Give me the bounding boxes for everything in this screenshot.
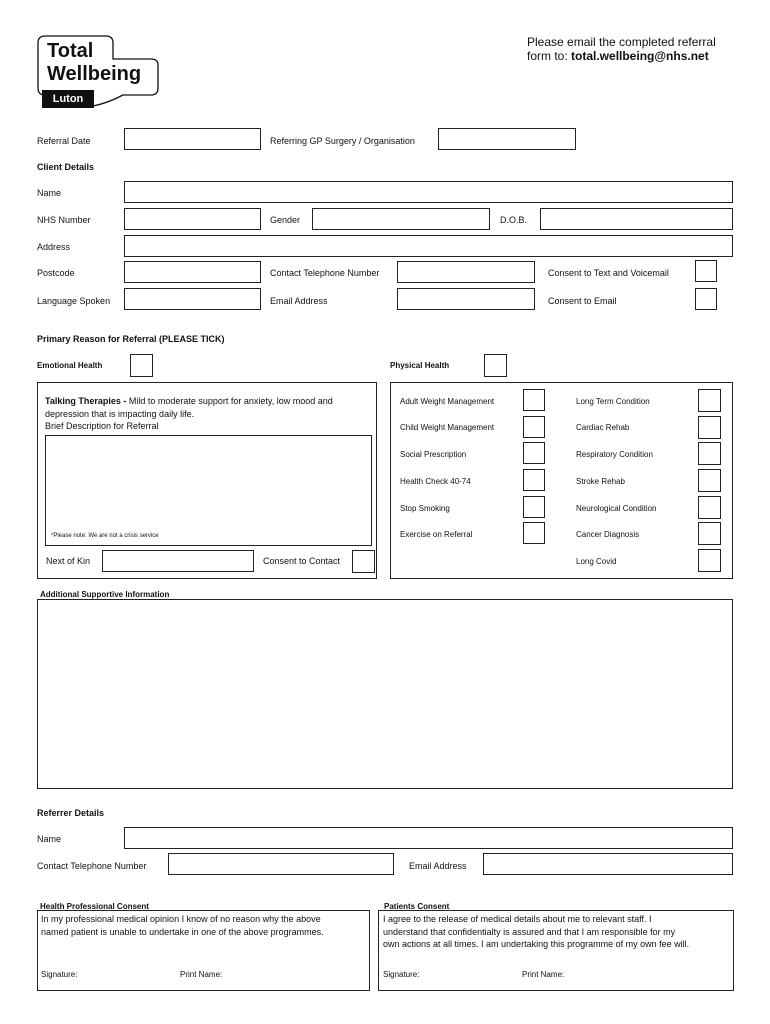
patient-print-name-label: Print Name:: [522, 970, 565, 979]
talking-therapies-desc-line1: Mild to moderate support for anxiety, low mood and: [126, 396, 333, 406]
respiratory-condition-checkbox[interactable]: [698, 442, 721, 465]
address-field[interactable]: [124, 235, 733, 257]
logo-tag-luton: Luton: [42, 90, 94, 108]
hp-signature-label: Signature:: [41, 970, 78, 979]
patient-consent-line1: I agree to the release of medical details about me to relevant staff. I: [383, 914, 652, 924]
child-weight-management-label: Child Weight Management: [400, 423, 495, 432]
hp-print-name-label: Print Name:: [180, 970, 223, 979]
hp-consent-line2: named patient is unable to undertake in one of the above programmes.: [41, 926, 324, 937]
respiratory-condition-label: Respiratory Condition: [576, 450, 653, 459]
email-instruction: [527, 35, 716, 63]
language-field[interactable]: [124, 288, 261, 310]
referral-date-label: Referral Date: [37, 136, 91, 146]
talking-therapies-desc-line2: depression that is impacting daily life.: [45, 408, 195, 419]
logo-text-total: Total: [47, 40, 94, 62]
emotional-health-label: Emotional Health: [37, 361, 103, 370]
adult-weight-management-checkbox[interactable]: [523, 389, 545, 411]
child-weight-management-checkbox[interactable]: [523, 416, 545, 438]
neurological-condition-label: Neurological Condition: [576, 504, 657, 513]
email-instruction-prefix: form to:: [527, 49, 572, 63]
stroke-rehab-checkbox[interactable]: [698, 469, 721, 492]
patient-consent-line3: own actions at all times. I am undertaking this programme of my own fee will.: [383, 939, 690, 949]
patient-consent-text: [383, 913, 733, 951]
dob-label: D.O.B.: [500, 215, 528, 225]
primary-reason-heading: Primary Reason for Referral (PLEASE TICK): [37, 334, 225, 344]
patient-consent-heading: Patients Consent: [384, 902, 450, 911]
email-instruction-line1: Please email the completed referral: [527, 35, 716, 49]
consent-email-label: Consent to Email: [548, 296, 617, 306]
referrer-email-label: Email Address: [409, 861, 467, 871]
gender-label: Gender: [270, 215, 301, 225]
exercise-on-referral-checkbox[interactable]: [523, 522, 545, 544]
talking-therapies-description: [45, 395, 375, 433]
referrer-name-label: Name: [37, 834, 62, 844]
long-term-condition-label: Long Term Condition: [576, 397, 650, 406]
next-of-kin-label: Next of Kin: [46, 556, 91, 566]
consent-contact-checkbox[interactable]: [352, 550, 375, 573]
long-term-condition-checkbox[interactable]: [698, 389, 721, 412]
nhs-number-label: NHS Number: [37, 215, 91, 225]
next-of-kin-field[interactable]: [102, 550, 254, 572]
additional-info-field[interactable]: [37, 599, 733, 789]
postcode-field[interactable]: [124, 261, 261, 283]
talking-therapies-title: Talking Therapies -: [45, 396, 127, 406]
consent-text-checkbox[interactable]: [695, 260, 717, 282]
hp-consent-text: [41, 913, 366, 938]
cancer-diagnosis-checkbox[interactable]: [698, 522, 721, 545]
client-email-label: Email Address: [270, 296, 328, 306]
referrer-phone-label: Contact Telephone Number: [37, 861, 147, 871]
client-name-label: Name: [37, 188, 62, 198]
gender-field[interactable]: [312, 208, 490, 230]
consent-contact-label: Consent to Contact: [263, 556, 341, 566]
referring-gp-field[interactable]: [438, 128, 576, 150]
cancer-diagnosis-label: Cancer Diagnosis: [576, 530, 640, 539]
social-prescription-label: Social Prescription: [400, 450, 467, 459]
stroke-rehab-label: Stroke Rehab: [576, 477, 625, 486]
language-label: Language Spoken: [37, 296, 111, 306]
client-name-field[interactable]: [124, 181, 733, 203]
additional-info-heading: Additional Supportive Information: [40, 590, 170, 599]
referrer-phone-field[interactable]: [168, 853, 394, 875]
health-check-label: Health Check 40-74: [400, 477, 471, 486]
address-label: Address: [37, 242, 71, 252]
referral-email-address: total.wellbeing@nhs.net: [571, 49, 709, 63]
referrer-name-field[interactable]: [124, 827, 733, 849]
hp-consent-line1: In my professional medical opinion I know of no reason why the above: [41, 914, 321, 924]
postcode-label: Postcode: [37, 268, 75, 278]
contact-phone-field[interactable]: [397, 261, 535, 283]
referral-date-field[interactable]: [124, 128, 261, 150]
crisis-service-note: *Please note: We are not a crisis service: [51, 533, 159, 539]
long-covid-checkbox[interactable]: [698, 549, 721, 572]
exercise-on-referral-label: Exercise on Referral: [400, 530, 473, 539]
patient-signature-label: Signature:: [383, 970, 420, 979]
client-details-heading: Client Details: [37, 162, 95, 172]
nhs-number-field[interactable]: [124, 208, 261, 230]
referrer-details-heading: Referrer Details: [37, 808, 105, 818]
brief-description-field[interactable]: [45, 435, 372, 546]
stop-smoking-label: Stop Smoking: [400, 504, 450, 513]
social-prescription-checkbox[interactable]: [523, 442, 545, 464]
long-covid-label: Long Covid: [576, 557, 617, 566]
brief-description-label: Brief Description for Referral: [45, 421, 159, 431]
adult-weight-management-label: Adult Weight Management: [400, 397, 495, 406]
referring-gp-label: Referring GP Surgery / Organisation: [270, 136, 415, 146]
referrer-email-field[interactable]: [483, 853, 733, 875]
logo-text-wellbeing: Wellbeing: [47, 63, 142, 85]
neurological-condition-checkbox[interactable]: [698, 496, 721, 519]
consent-email-checkbox[interactable]: [695, 288, 717, 310]
consent-text-label: Consent to Text and Voicemail: [548, 268, 669, 278]
dob-field[interactable]: [540, 208, 733, 230]
health-check-checkbox[interactable]: [523, 469, 545, 491]
hp-consent-heading: Health Professional Consent: [40, 902, 149, 911]
contact-phone-label: Contact Telephone Number: [270, 268, 380, 278]
physical-health-checkbox[interactable]: [484, 354, 507, 377]
cardiac-rehab-label: Cardiac Rehab: [576, 423, 630, 432]
patient-consent-line2: understand that confidentialty is assured and that I am responsible for my: [383, 926, 676, 937]
client-email-field[interactable]: [397, 288, 535, 310]
emotional-health-checkbox[interactable]: [130, 354, 153, 377]
physical-health-label: Physical Health: [390, 361, 450, 370]
cardiac-rehab-checkbox[interactable]: [698, 416, 721, 439]
stop-smoking-checkbox[interactable]: [523, 496, 545, 518]
